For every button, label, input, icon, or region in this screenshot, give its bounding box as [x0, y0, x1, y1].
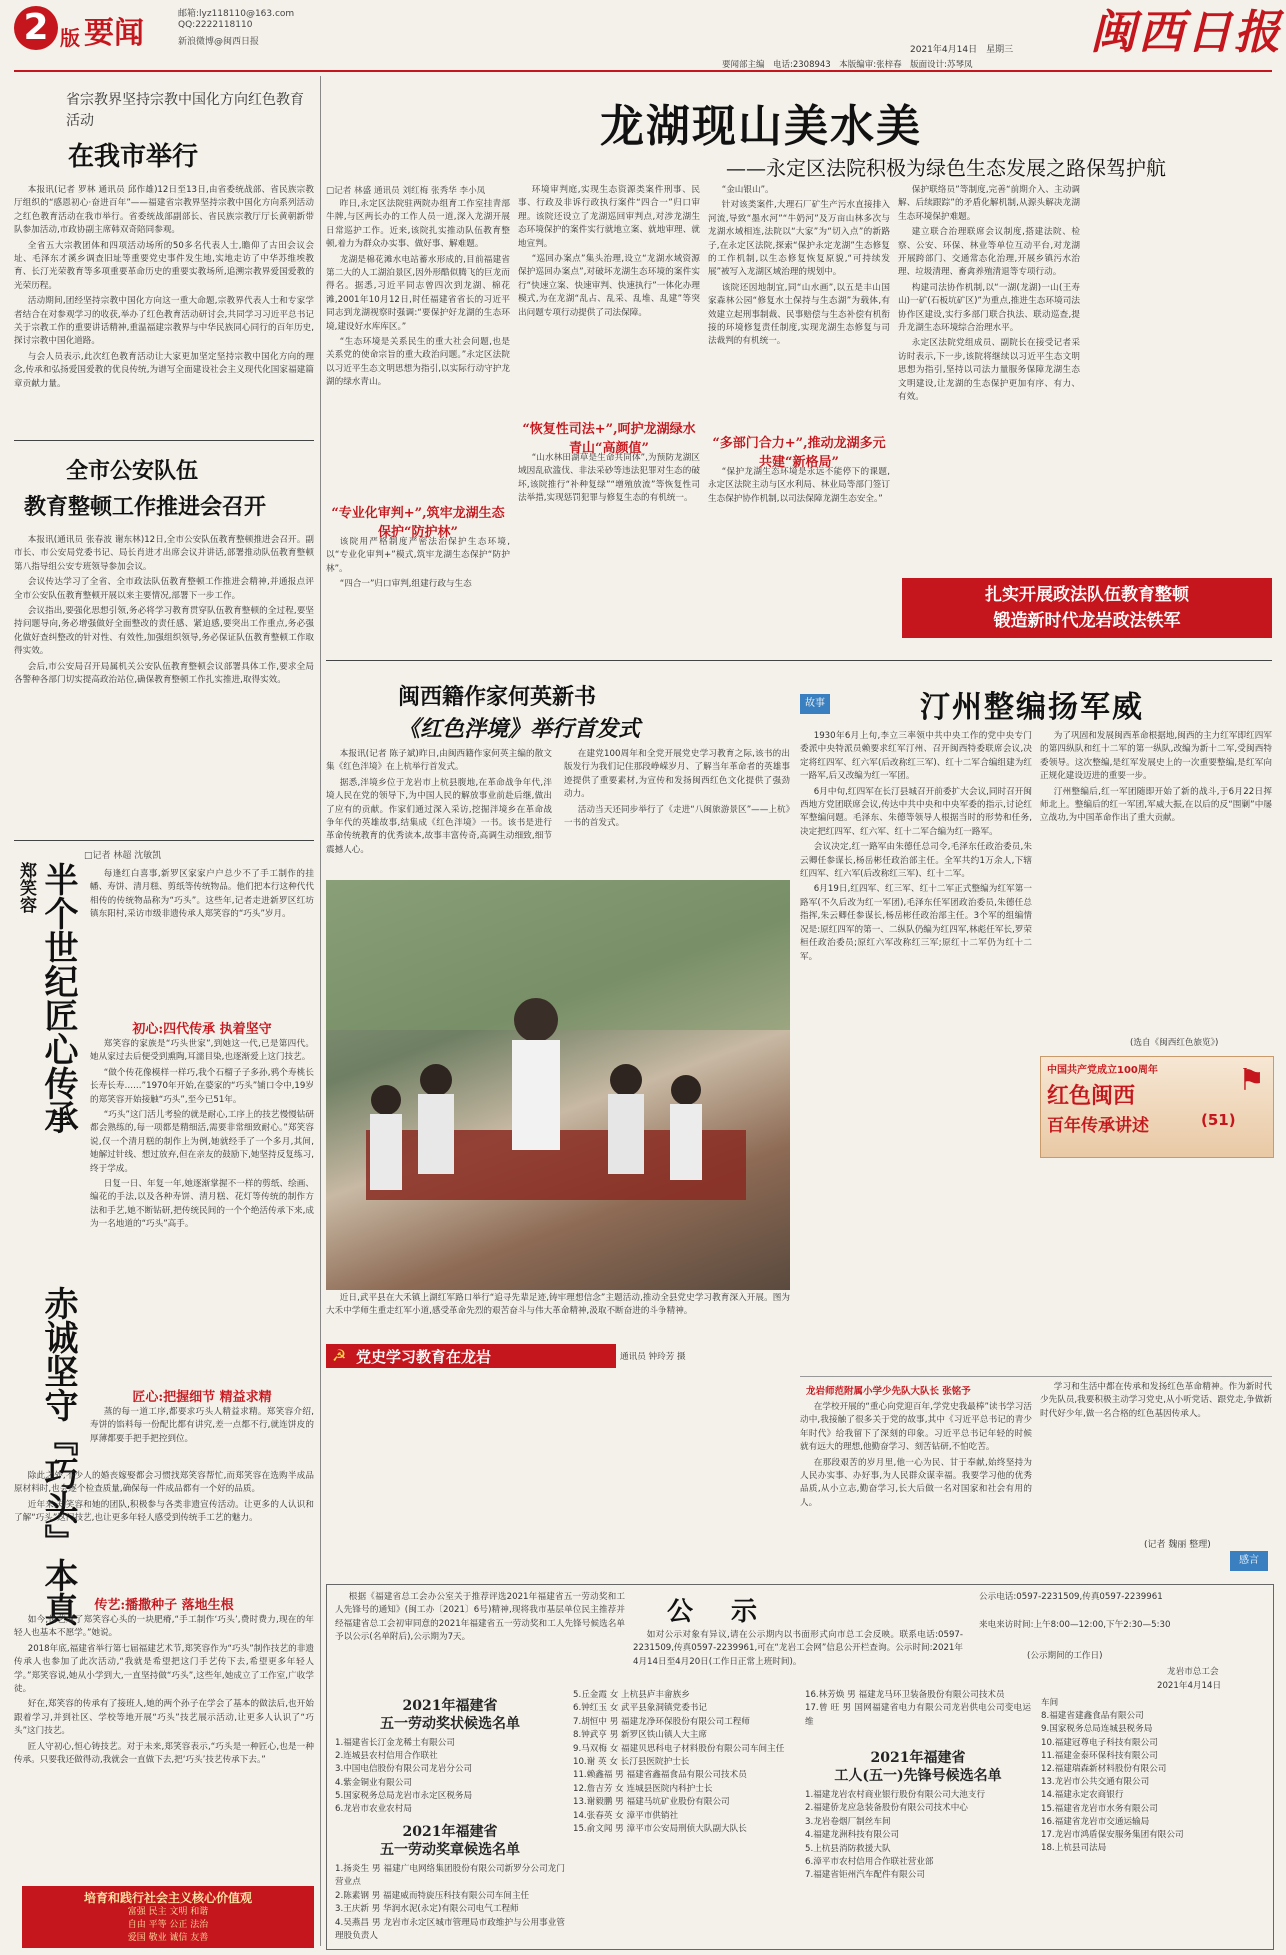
- list-heading: 五一劳动奖章候选名单: [380, 1842, 520, 1858]
- list-item: 2.陈素钢 男 福建威而特旋压科技有限公司车间主任: [335, 1890, 530, 1901]
- medal-list: [335, 1863, 565, 1947]
- photo-illustration: [326, 880, 790, 1290]
- article-body: [14, 1614, 314, 1814]
- notice-middle: [633, 1629, 963, 1681]
- pioneer-list: [1041, 1697, 1267, 1855]
- paragraph: 汀州整编后,红一军团随即开始了新的战斗,于6月22日挥师北上。整编后的红一军团,军威大振,在以后的反“围剿”中屡立战功,为中国革命作出了重大贡献。: [1040, 786, 1272, 824]
- notice-contact-note: (公示期间的工作日): [1027, 1651, 1103, 1661]
- list-item: 17.龙岩市鸿盾保安服务集团有限公司: [1041, 1830, 1184, 1841]
- ad-line: 富强 民主 文明 和谐: [127, 1907, 209, 1917]
- flag-icon: ⚑: [1238, 1063, 1265, 1098]
- issue-date: 2021年4月14日 星期三: [910, 45, 1014, 55]
- notice-date: 2021年4月14日: [1157, 1681, 1222, 1691]
- ad-line: 自由 平等 公正 法治: [127, 1920, 209, 1930]
- list-item: 1.福建龙岩农村商业银行股份有限公司大池支行: [805, 1790, 986, 1800]
- article-col: [708, 184, 890, 428]
- list-item: 15.福建省龙岩市水务有限公司: [1041, 1803, 1158, 1814]
- paragraph: 在建党100周年和全党开展党史学习教育之际,该书的出版发行为我们记住那段峥嵘岁月、了解当年革命者的英雄事迹提供了重要素材,为宣传和发扬闽西红色文化提供了强劲动力。: [564, 749, 790, 800]
- article-body: [326, 748, 552, 872]
- editors-line: 要闻部主编 电话:2308943 本版编审:张梓春 版面设计:苏琴凤: [722, 60, 973, 70]
- essay-tag: 感言: [1230, 1551, 1268, 1571]
- article-col: [518, 184, 700, 414]
- article-title: 在我市举行: [68, 142, 199, 172]
- news-photo: [326, 880, 790, 1290]
- paragraph: 据悉,泮境乡位于龙岩市上杭县腹地,在革命战争年代,泮境人民在党的领导下,为中国人民的解放事业前赴后继,做出了应有的贡献。作家们通过深入采访,挖掘泮境乡在革命战争年代的英雄故事,结集成《红色泮境》一书。该书是进行革命传统教育的优秀读本,故事丰富传奇,高调生动细致,细节震撼人心。: [326, 777, 552, 855]
- page-number: 2: [14, 6, 58, 50]
- paragraph: “山水林田湖草是生命共同体”,为预防龙湖区域因乱砍滥伐、非法采砂等违法犯罪对生态的破坏,该院推行“补种复绿”“增殖放流”等恢复性司法举措,实现惩罚犯罪与修复生态的有机统一。: [518, 453, 700, 504]
- subheading: 传艺:播撒种子 落地生根: [94, 1598, 234, 1613]
- list-item: 3.中国电信股份有限公司龙岩分公司: [335, 1764, 473, 1775]
- list-item: 15.俞文闻 男 漳平市公安局刑侦大队副大队长: [573, 1824, 747, 1835]
- article-source: (选自《闽西红色旅览》): [1130, 1038, 1219, 1048]
- paragraph: 会后,市公安局召开局属机关公安队伍教育整顿会议部署具体工作,要求全局各警种各部门切实提高政治站位,确保教育整顿工作扎实推进,取得实效。: [14, 661, 314, 686]
- paragraph: “巡回办案点”集头治理,设立“龙湖水域资源保护巡回办案点”,对破坏龙湖生态环境的案件实行“快速立案、快速审判、快速执行”一体化办理模式,为在龙湖“乱占、乱采、乱堆、乱建”等突出问题专项行动提供了司法保障。: [518, 254, 700, 318]
- divider: [326, 660, 1272, 661]
- list-item: 2.福建侨龙应急装备股份有限公司技术中心: [805, 1803, 968, 1814]
- notice-section: [326, 1584, 1274, 1950]
- feature-title-col1: 半个世纪匠心传承: [38, 862, 78, 1134]
- list-item: 11.赖鑫福 男 福建省鑫福食品有限公司技术员: [573, 1770, 747, 1781]
- article-body: [800, 1401, 1032, 1577]
- paragraph: 蒸的每一道工序,都要求巧头人精益求精。郑笑容介绍,寿饼的馅料每一份配比都有讲究,差一点都不行,就连饼皮的厚薄都要手把手把控到位。: [90, 1407, 314, 1444]
- paragraph: 每逢红白喜事,新罗区家家户户总少不了手工制作的挂幡、寿饼、清月糕、剪纸等传统物品。他们把本行这种代代相传的传统物品称为“巧头”。这些年,记者走进新罗区红坊镇东阳村,采访市级非遗传承人郑笑容的“巧头”岁月。: [90, 869, 314, 920]
- paragraph: 6月中旬,红四军在长汀县城召开前委扩大会议,同时召开闽西地方党团联席会议,传达中共中央和中央军委的指示,讨论红军整编问题。毛泽东、朱德等领导人根据当时的形势和任务,决定把红四军、红六军、红十二军合编为红一路军。: [800, 786, 1032, 837]
- list-item: 6.龙岩市农业农村局: [335, 1804, 412, 1815]
- section-name: 要闻: [84, 16, 144, 51]
- article-byline: □记者 林超 沈敏凯: [84, 851, 162, 861]
- political-banner: [902, 578, 1272, 638]
- party-emblem-icon: ☭: [332, 1346, 347, 1365]
- article-col: [326, 536, 510, 636]
- article-byline: 龙岩师范附属小学少先队大队长 张铭予: [806, 1386, 971, 1397]
- banner-number: (51): [1201, 1111, 1236, 1129]
- article-col: [518, 452, 700, 636]
- article-body: [14, 184, 314, 434]
- list-item: 14.张春英 女 漳平市供销社: [573, 1810, 679, 1821]
- divider: [14, 440, 314, 441]
- paragraph: 活动期间,团经坚持宗教中国化方向这一重大命题,宗教界代表人士和专家学者结合在对参观学习的收获,举办了红色教育活动研讨会,共同学习习近平总书记关于宗教工作的重要讲话精神,重温福建宗教界与中华民族同心同行的百年历史,探讨宗教中国化道路。: [14, 296, 314, 347]
- list-heading: 2021年福建省: [402, 1698, 498, 1714]
- paragraph: “巧头”这门活儿考验的就是耐心,工序上的技艺慢慢钻研都会熟练的,每一项都是精细活,需要非常细致耐心。”郑笑容说,仅一个清月糕的制作上为例,她就经手了一个多月,其间,她解过针线、想过放弃,但在亲友的鼓励下,她坚持反复练习,终于学成。: [90, 1110, 314, 1174]
- subheading: “专业化审判+”,筑牢龙湖生态保护“防护林”: [331, 506, 505, 540]
- paragraph: 1930年6月上旬,李立三率领中共中央工作的党中央专门委派中央特派员赖要求红军汀州、召开闽西特委联席会议,决定将红四军、红六军(后改称红三军)、红十二军合编组建为红一路军,后又改编为红一军团。: [800, 731, 1032, 782]
- list-heading: 2021年福建省: [870, 1750, 966, 1766]
- list-item: 7.福建省钜州汽车配件有限公司: [805, 1870, 925, 1881]
- paragraph: 活动当天还同步举行了《走进“八闽旅游景区”——上杭》一书的首发式。: [564, 804, 790, 829]
- list-item: 4.福建龙洲科技有限公司: [805, 1830, 900, 1841]
- article-byline: □记者 林盛 通讯员 刘红梅 张秀华 李小凤: [326, 186, 486, 196]
- photo-credit: 通讯员 钟玲芳 摄: [620, 1352, 686, 1362]
- list-item: 5.上杭县消防救援大队: [805, 1843, 891, 1854]
- article-tingzhou: [800, 664, 1272, 1384]
- paragraph: 该院还因地制宜,同“山水画”,以五是丰山国家森林公园“修复水土保持与生态湖”为载体,有效建立起刑事制裁、民事赔偿与生态补偿有机衔接的环境修复责任制度,实现龙湖生态修复与司法裁判的有机统一。: [708, 282, 890, 347]
- list-item: 6.钟红玉 女 武平县象洞镇党委书记: [573, 1703, 707, 1714]
- banner-top: 中国共产党成立100周年: [1047, 1065, 1158, 1076]
- feature-title-col2: 赤诚坚守『巧头』本真: [38, 1286, 78, 1626]
- article-body: [14, 1470, 314, 1590]
- article-col: [898, 184, 1080, 578]
- paragraph: 匠人守初心,恒心铸技艺。对于未来,郑笑容表示,“巧头是一种匠心,也是一种传承。只要我还做得动,我就会一直做下去,把‘巧头’技艺传承下去。”: [14, 1741, 314, 1766]
- article-lead: [90, 868, 314, 1016]
- award-list: [335, 1737, 565, 1816]
- party-history-band: [326, 1344, 616, 1368]
- list-item: 12.福建瑞森新材料股份有限公司: [1041, 1764, 1167, 1775]
- paragraph: 郑笑容的家族是“巧头世家”,到她这一代,已是第四代。她从家过去后便受到熏陶,耳濡目染,也逐渐爱上这门技艺。: [90, 1039, 314, 1063]
- list-item: 10.谢 英 女 长汀县医院护士长: [573, 1757, 690, 1768]
- article-col: [326, 198, 510, 498]
- notice-intro: [335, 1591, 625, 1681]
- article-book: [326, 664, 796, 874]
- list-item: 4.吴燕昌 男 龙岩市永定区城市管理局市政维护与公用事业管理股负责人: [335, 1917, 565, 1942]
- paragraph: 如对公示对象有异议,请在公示期内以书面形式向市总工会反映。联系电话:0597-2231509,传真0597-2239961,可在“龙岩工会网”信息公开栏查询。公示时间:2021年4月14日至4月20日(工作日正常上班时间)。: [633, 1630, 963, 1667]
- paragraph: “保护龙湖生态环境是永远不能停下的课题,永定区法院主动与区水利局、林业局等部门签订生态保护协作机制,以司法保障龙湖生态安全。”: [708, 467, 890, 504]
- core-values-ad: [22, 1886, 314, 1948]
- list-heading: 五一劳动奖状候选名单: [380, 1716, 520, 1732]
- person-name: 郑笑容: [16, 862, 36, 913]
- paragraph: 在那段艰苦的岁月里,他一心为民、甘于奉献,始终坚持为人民办实事、办好事,为人民群众谋幸福。我要学习他的优秀品质,从小立志,勤奋学习,长大后做一名对国家和社会有用的人。: [800, 1457, 1032, 1508]
- paragraph: 本报讯(通讯员 张春波 谢东林)12日,全市公安队伍教育整顿推进会召开。副市长、市公安局党委书记、局长肖进才出席会议并讲话,部署推动队伍教育整顿第八指导组公安专班领导参加会议。: [14, 535, 314, 572]
- paragraph: 永定区法院党组成员、副院长在接受记者采访时表示,下一步,该院将继续以习近平生态文明思想为指引,坚持以司法力量服务保障龙湖生态文明建设,让龙湖的生态保护更加有序、有力、有效。: [898, 338, 1080, 403]
- article-body: [90, 1406, 314, 1464]
- paragraph: 会议传达学习了全省、全市政法队伍教育整顿工作推进会精神,并通报点评全市公安队伍教育整顿开展以来主要情况,部署下一步工作。: [14, 577, 314, 601]
- banner-line: 锻造新时代龙岩政法铁军: [993, 611, 1181, 631]
- list-item: 18.上杭县司法局: [1041, 1843, 1107, 1854]
- paragraph: 构建司法协作机制,以“一湖(龙湖)一山(王寿山)一矿(石板坑矿区)”为重点,推进生态环境司法协作区建设,实行多部门联合执法、联动巡查,提升龙湖生态环境综合治理水平。: [898, 282, 1080, 334]
- list-item: 1.扬炎生 男 福建广电网络集团股份有限公司新罗分公司龙门营业点: [335, 1864, 565, 1888]
- paragraph: 近年来,郑笑容和她的团队,积极参与各类非遗宣传活动。让更多的人认识和了解“巧头”这门技艺,也让更多年轻人感受到传统手工艺的魅力。: [14, 1499, 314, 1524]
- subheading: 初心:四代传承 执着坚守: [132, 1022, 272, 1037]
- article-body: [90, 1038, 314, 1384]
- list-item: 5.国家税务总局龙岩市永定区税务局: [335, 1790, 473, 1801]
- column-divider: [320, 76, 321, 1946]
- feature-title: 龙湖现山美水美: [600, 101, 922, 152]
- article-body: [1040, 730, 1272, 1032]
- paragraph: 会议指出,要强化思想引领,务必将学习教育贯穿队伍教育整顿的全过程,要坚持问题导向,务必增强做好全面整改的责任感、紧迫感,要突出工作重点,务必强化做好查纠整改的针对性、有效性,加强组织领导,务必保证队伍教育整顿工作取得实效。: [14, 606, 314, 657]
- list-item: 14.福建永定农商银行: [1041, 1790, 1124, 1801]
- paragraph: 为了巩固和发展闽西革命根据地,闽西的主力红军即红四军的第四纵队和红十二军的第一纵队,改编为新十二军,受闽西特委领导。这次整编,是红军发展史上的一次重要整编,是红军向正规化建设迈进的重要一步。: [1040, 731, 1272, 782]
- article-body: [14, 534, 314, 804]
- contact-email: 邮箱:lyz118110@163.com: [178, 9, 295, 19]
- paragraph: 建立联合治理联席会议制度,搭建法院、检察、公安、环保、林业等单位互动平台,对龙湖开展跨部门、交通常态化治理,开展乡镇污水治理、垃圾清理、畜禽养殖清退等专项行动。: [898, 227, 1080, 278]
- paragraph: “生态环境是关系民生的重大社会问题,也是关系党的使命宗旨的重大政治问题。”永定区法院以习近平生态文明思想为指引,以实际行动守护龙湖的绿水青山。: [326, 337, 510, 388]
- subheading: “恢复性司法+”,呵护龙湖绿水青山“高颜值”: [522, 422, 696, 456]
- newspaper-logo: 闽西日报: [1090, 5, 1282, 59]
- notice-signer: 龙岩市总工会: [1167, 1667, 1219, 1677]
- paragraph: 本报讯(记者 陈子斌)昨日,由闽西籍作家何英主编的散文集《红色泮境》在上杭举行首发式。: [326, 749, 552, 773]
- paragraph: 本报讯(记者 罗林 通讯员 邱作雄)12日至13日,由省委统战部、省民族宗教厅组织的“感恩初心·奋进百年”——福建省宗教界坚持宗教中国化方向系列活动之红色教育活动在我市举行。省委统战部副部长、省民族宗教厅厅长黄朝新带队参加活动,市政协副主席韩双奇陪同参观。: [14, 185, 314, 236]
- paragraph: 保护联络员”等制度,完善“前期介入、主动调解、后续跟踪”的矛盾化解机制,从源头解决龙湖生态环境保护难题。: [898, 185, 1080, 222]
- list-item: 13.龙岩市公共交通有限公司: [1041, 1777, 1150, 1788]
- subheading: “多部门合力+”,推动龙湖多元共建“新格局”: [712, 436, 886, 470]
- feature-subtitle: ——永定区法院积极为绿色生态发展之路保驾护航: [726, 156, 1166, 180]
- list-item: 2.连城县农村信用合作联社: [335, 1751, 438, 1762]
- article-religion: [14, 76, 314, 436]
- list-item: 9.国家税务总局连城县税务局: [1041, 1724, 1153, 1735]
- pioneer-list: [805, 1789, 1031, 1947]
- paragraph: 龙湖是棉花滩水电站蓄水形成的,目前福建省第二大的人工湖泊景区,因外形酷似腾飞的巨龙而得名。据悉,习近平同志曾四次到龙湖、棉花滩,2001年10月12日,时任福建省省长的习近平同志到龙湖视察时强调:“要保护好龙湖的生态环境,建设好水库库区。”: [326, 254, 510, 332]
- list-item: 7.胡恒中 男 福建龙净环保股份有限公司工程师: [573, 1716, 750, 1727]
- article-sign: (记者 魏丽 整理): [1144, 1540, 1211, 1550]
- paragraph: 根据《福建省总工会办公室关于推荐评选2021年福建省五一劳动奖和工人先锋号的通知》(闽工办〔2021〕6号)精神,现将我市基层单位民主推荐并经福建省总工会初审同意的2021年福建省五一劳动奖和工人先锋号候选名单予以公示(名单附后),公示期为7天。: [335, 1592, 625, 1643]
- paragraph: 6月19日,红四军、红三军、红十二军正式整编为红军第一路军(不久后改为红一军团),毛泽东任军团政治委员,朱德任总指挥,朱云卿任参谋长,杨岳彬任政治部主任。3个军的组编情况是:原红四军的第一、二纵队仍编为红四军,林彪任军长,罗荣桓任政治委员;原红六军改称红三军;原红十二军仍为红十二军。: [800, 884, 1032, 962]
- paragraph: 针对该类案件,大理石厂矿生产污水直接排入河流,导致“墨水河”“牛奶河”及万亩山林多次与龙湖水域相连,法院以“大家”为“切入点”的新路子,在永定区法院,探索“保护永定龙湖”生态修复的工作机制,以生态修复恢复原貌,“可持续发展”被写入龙湖区域治理的规划中。: [708, 200, 890, 278]
- paragraph: 2018年底,福建省举行第七届福建艺术节,郑笑容作为“巧头”制作技艺的非遗传承人也参加了此次活动,“我就是希望把这门手艺传下去,希望更多年轻人学。”郑笑容说,她从小学到大,一直坚持做“巧头”,这些年,她成立了工作室,广收学徒。: [14, 1643, 314, 1695]
- article-kicker: 省宗教界坚持宗教中国化方向红色教育活动: [66, 92, 304, 129]
- article-title-line2: 教育整顿工作推进会召开: [24, 494, 267, 520]
- list-item: 3.龙岩卷烟厂制丝车间: [805, 1816, 891, 1827]
- list-item: 4.紫金铜业有限公司: [335, 1777, 412, 1788]
- paragraph: 全省五大宗教团体和四项活动场所的50多名代表人士,瞻仰了古田会议会址、毛泽东才溪乡调查旧址等重要党史事件发生地,实地走访了中华苏维埃教育、长汀光荣教育等多项重要革命历史的重要实教场所,追溯宗教界爱国爱教的光荣历程。: [14, 240, 314, 291]
- notice-reception: 来电来访时间:上午8:00—12:00,下午2:30—5:30: [979, 1620, 1171, 1630]
- article-essay: [800, 1376, 1272, 1577]
- list-item: 16.福建省龙岩市交通运输局: [1041, 1816, 1150, 1827]
- list-item: 3.王庆新 男 华润水泥(永定)有限公司电气工程师: [335, 1904, 519, 1915]
- band-label: 党史学习教育在龙岩: [356, 1348, 492, 1366]
- paragraph: “四合一”归口审判,组建行政与生态: [339, 579, 472, 590]
- red-history-banner: [1040, 1056, 1274, 1158]
- article-title-line1: 全市公安队伍: [66, 458, 199, 484]
- paragraph: 如今,传艺成了郑笑容心头的一块肥瘠,“手工制作‘巧头’,费时费力,现在的年轻人也基本不愿学。”她说。: [14, 1615, 314, 1639]
- ad-title: 培育和践行社会主义核心价值观: [83, 1891, 252, 1905]
- paragraph: 昨日,永定区法院驻两院办组育工作室挂青部牛牌,与区两长办的工作人员一道,深入龙湖开展日常巡护工作。近来,该院扎实推动队伍教育整顿,着力为群众办实事、做好事、解难题。: [326, 199, 510, 250]
- list-item: 17.曾 旺 男 国网福建省电力有限公司龙岩供电公司变电运维: [805, 1703, 1031, 1727]
- subheading: 匠心:把握细节 精益求精: [132, 1390, 272, 1405]
- list-item: 12.詹吉芳 女 连城县医院内科护士长: [573, 1783, 713, 1794]
- paragraph: 与会人员表示,此次红色教育活动让大家更加坚定坚持宗教中国化方向的理念,传承和弘扬爱国爱教的优良传统,为谱写全面建设社会主义现代化国家福建篇章贡献力量。: [14, 351, 314, 389]
- masthead: [0, 0, 1286, 70]
- article-title: 汀州整编扬军威: [920, 690, 1144, 725]
- article-body: [1040, 1381, 1272, 1531]
- list-item: 6.漳平市农村信用合作联社营业部: [805, 1857, 934, 1868]
- banner-line: 扎实开展政法队伍教育整顿: [985, 585, 1189, 605]
- medal-list: [573, 1689, 797, 1947]
- article-body: [564, 748, 790, 872]
- paragraph: 会议决定,红一路军由朱德任总司令,毛泽东任政治委员,朱云卿任参谋长,杨岳彬任政治部主任。全军共约1万余人,下辖红四军、红六军(后改称红三军)、红十二军。: [800, 842, 1032, 880]
- paragraph: 该院用严格制度严密法治保护生态环境,以“专业化审判+”模式,筑牢龙湖生态保护“防护林”。: [326, 537, 510, 574]
- article-col: [708, 466, 890, 636]
- divider: [14, 840, 314, 841]
- list-item: 10.福建冠尊电子科技有限公司: [1041, 1737, 1158, 1748]
- story-tag: 故事: [800, 694, 830, 714]
- notice-contact: 公示电话:0597-2231509,传真0597-2239961: [979, 1592, 1163, 1602]
- list-item: 16.林芳焕 男 福建龙马环卫装备股份有限公司技术员: [805, 1690, 1005, 1700]
- paragraph: “金山银山”。: [721, 185, 774, 195]
- list-heading: 2021年福建省: [402, 1824, 498, 1840]
- paragraph: 环境审判庭,实现生态资源类案件刑事、民事、行政及非诉行政执行案件“四合一”归口审理。该院还设立了龙湖巡回审判点,对涉龙湖生态环境保护的案件实行就地立案、就地审理、就地宣判。: [518, 185, 700, 249]
- article-lake: [326, 76, 1272, 636]
- list-item: 车间: [1041, 1698, 1059, 1708]
- banner-main: 红色闽西: [1047, 1083, 1136, 1109]
- contact-weibo: 新浪微博@闽西日报: [178, 37, 260, 47]
- list-item: 8.钟武亨 男 新罗区铁山镇人大主席: [573, 1730, 707, 1741]
- list-item: 5.丘金霞 女 上杭县庐丰畲族乡: [573, 1690, 690, 1700]
- article-title-line2: 《红色泮境》举行首发式: [398, 716, 641, 742]
- list-item: 8.福建省建鑫食品有限公司: [1041, 1711, 1144, 1722]
- photo-caption: 近日,武平县在大禾镇上湖红军路口举行“追寻先辈足迹,铸牢理想信念”主题活动,推动全县党史学习教育深入开展。图为大禾中学师生重走红军小道,感受革命先烈的艰苦奋斗与伟大革命精神,汲取不断奋进的斗争精神。: [326, 1293, 790, 1317]
- page-ban-label: 版: [60, 26, 80, 50]
- paragraph: 好在,郑笑容的传承有了接班人,她的两个孙子在学会了基本的做法后,也开始跟着学习,并到社区、学校等地开展“巧头”技艺展示活动,让更多人认识了“巧头”这门技艺。: [14, 1699, 314, 1737]
- list-item: 11.福建金泰环保科技有限公司: [1041, 1750, 1158, 1761]
- ad-line: 爱国 敬业 诚信 友善: [127, 1933, 209, 1943]
- paragraph: 除此之外,不少人的婚丧嫁娶都会习惯找郑笑容帮忙,而郑笑容在选购半成品原材料时,也会逐个检查质量,确保每一件成品都有一个好的品质。: [14, 1471, 314, 1495]
- list-heading: 工人(五一)先锋号候选名单: [834, 1768, 1002, 1784]
- article-title-line1: 闽西籍作家何英新书: [398, 684, 597, 710]
- article-body: [800, 730, 1032, 1282]
- list-item: 13.谢毅鹏 男 福建马坑矿业股份有限公司: [573, 1797, 730, 1808]
- paragraph: 在学校开展的“重心向党迎百年,学党史我最棒”读书学习活动中,我接触了很多关于党的故事,其中《习近平总书记的青少年时代》给我留下了深刻的印象。习近平总书记年轻的时候就有远大的理想,他勤奋学习、刻苦钻研,不怕吃苦。: [800, 1402, 1032, 1453]
- article-police: [14, 444, 314, 804]
- notice-title: 公 示: [667, 1597, 764, 1627]
- paragraph: 日复一日、年复一年,她逐渐掌握不一样的剪纸、绘画、编花的手法,以及各种寿饼、清月糕、花灯等传统的制作方法和手艺,她不断钻研,把传统民间的一个个绝活传承下来,成为一名地道的“巧头”高手。: [90, 1179, 314, 1230]
- medal-list: [805, 1689, 1031, 1745]
- banner-sub: 百年传承讲述: [1047, 1116, 1149, 1136]
- article-craft: [14, 846, 314, 1882]
- paragraph: 学习和生活中都在传承和发扬红色革命精神。作为新时代少先队员,我要积极主动学习党史,从小听党话、跟党走,争做新时代好少年,做一名合格的红色基因传承人。: [1040, 1382, 1272, 1419]
- contact-qq: QQ:2222118110: [178, 20, 253, 30]
- list-item: 1.福建省长汀金龙稀土有限公司: [335, 1738, 455, 1748]
- paragraph: “做个传花像模样一样巧,我个石榴子子多孙,鸦个寿桃长长寿长寿……”1970年开始,在婆家的“巧头”铺口令中,19岁的郑笑容开始接触“巧头”,至今已51年。: [90, 1067, 314, 1105]
- masthead-rule: [14, 70, 1272, 72]
- list-item: 9.马双梅 女 福建贝思科电子材料股份有限公司车间主任: [573, 1743, 785, 1754]
